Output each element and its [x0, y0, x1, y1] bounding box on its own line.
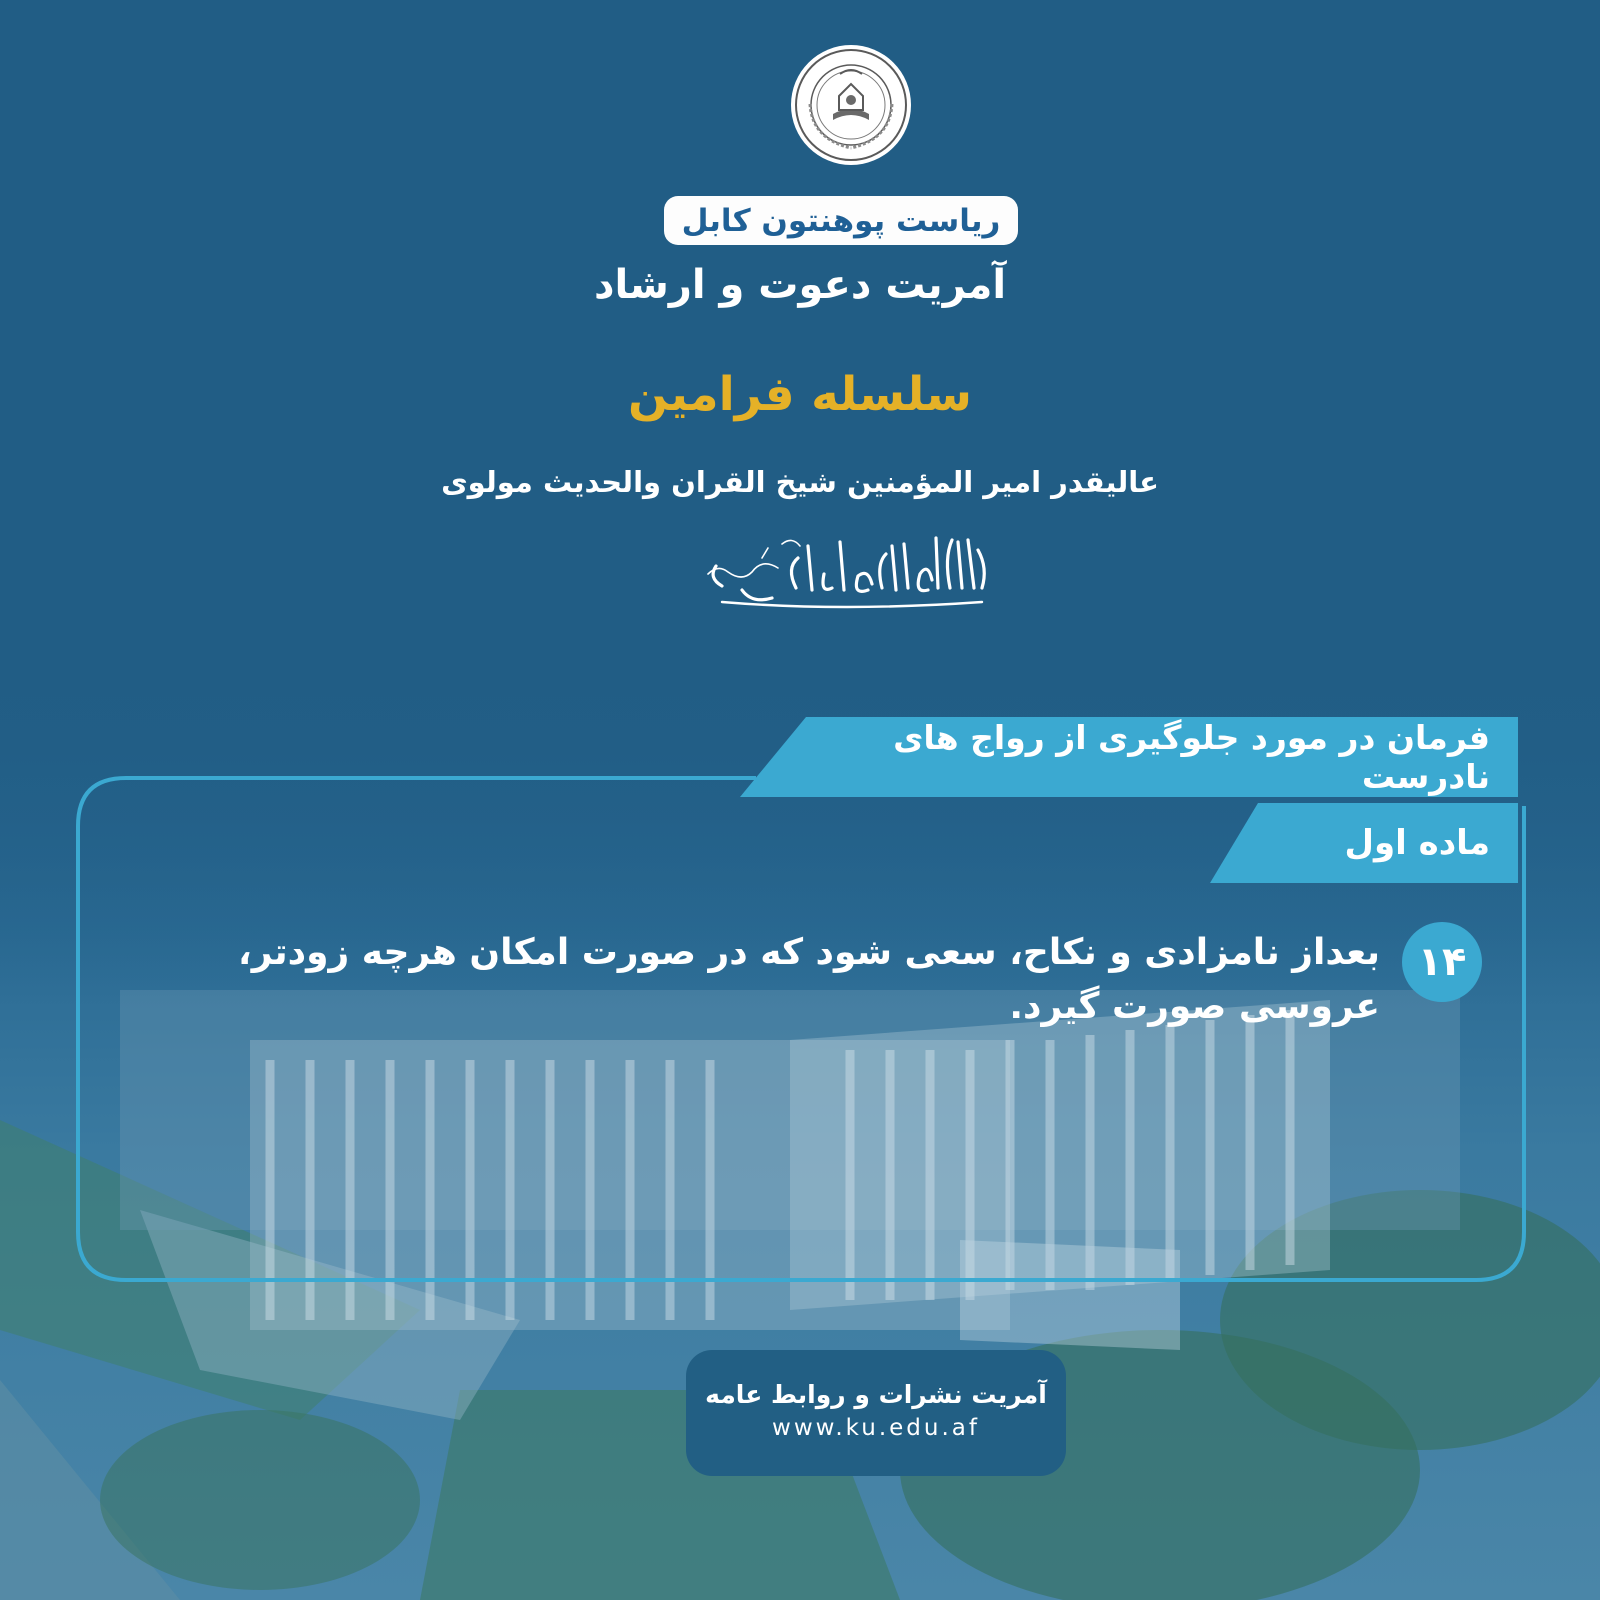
item-text: بعداز نامزادی و نکاح، سعی شود که در صورت امکان هرچه زودتر، عروسی صورت گیرد.: [238, 932, 1380, 1027]
footer-url: www.ku.edu.af: [772, 1415, 980, 1441]
footer-box: [686, 1350, 1066, 1476]
org-badge: ریاست پوهنتون کابل: [664, 196, 1018, 245]
leader-name-calligraphy: [682, 528, 1004, 610]
item-number-badge: ۱۴: [1402, 922, 1482, 1002]
footer-department: آمریت نشرات و روابط عامه: [705, 1380, 1047, 1409]
series-title: سلسله فرامین: [628, 367, 972, 422]
department-title: آمریت دعوت و ارشاد: [593, 262, 1007, 308]
leader-title: عالیقدر امیر المؤمنین شیخ القران والحدیث مولوی: [441, 465, 1159, 499]
decree-title: فرمان در مورد جلوگیری از رواج های نادرست: [893, 718, 1490, 796]
university-seal-logo: [790, 44, 912, 166]
article-label: ماده اول: [1344, 823, 1490, 863]
